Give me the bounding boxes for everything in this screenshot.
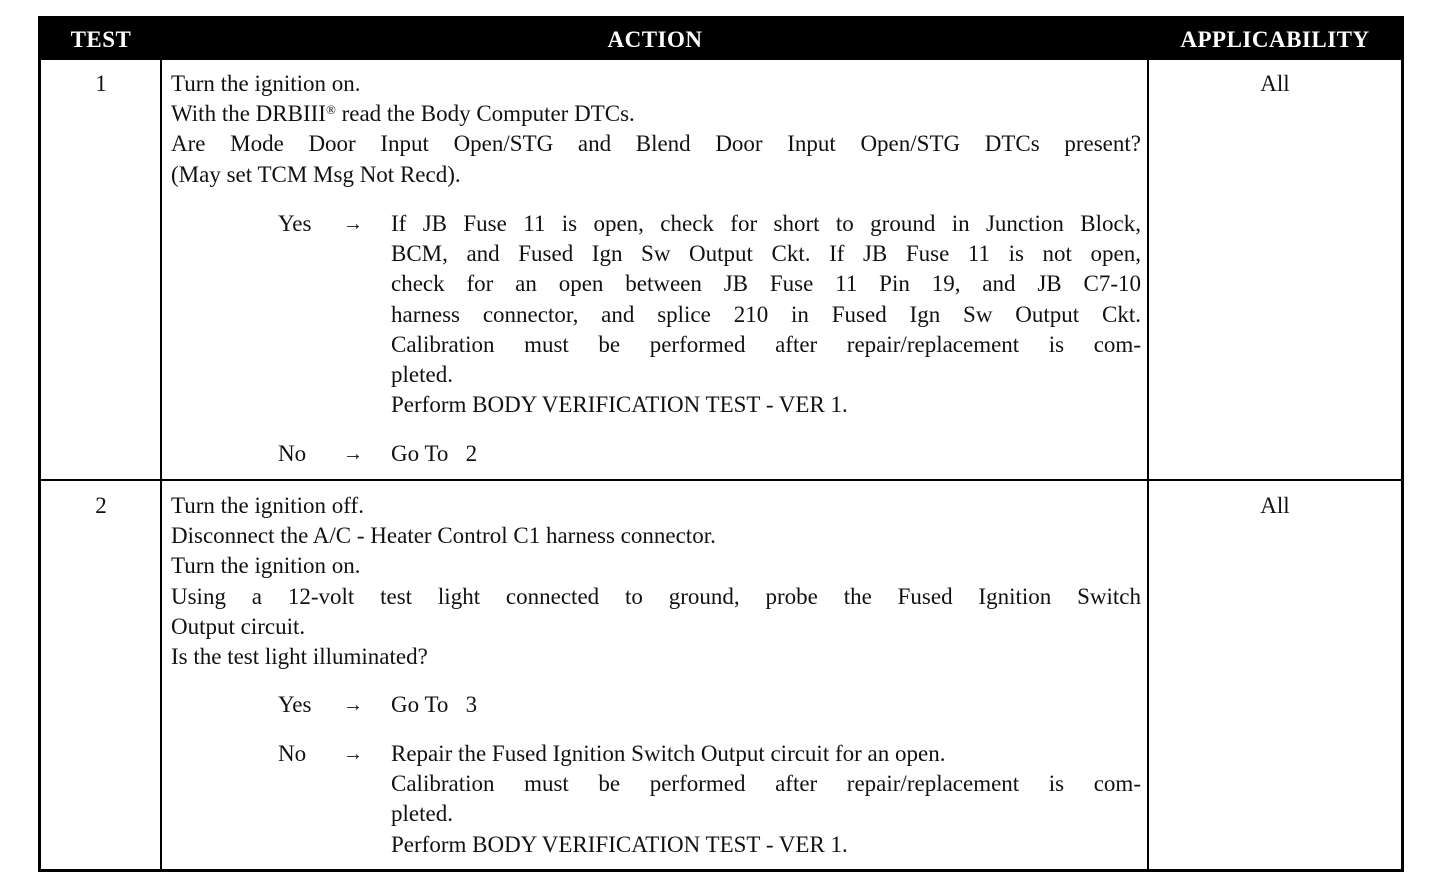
instruction-line: Calibration must be performed after repair/replacement is com- — [391, 331, 1141, 357]
step-line: With the DRBIII® read the Body Computer DTCs. — [171, 101, 635, 127]
no-label: No — [278, 741, 307, 766]
diagnostic-test-table — [38, 16, 1404, 872]
instruction-line: Go To 2 — [391, 441, 478, 466]
step-line: Turn the ignition on. — [171, 553, 361, 579]
instruction-line: harness connector, and splice 210 in Fused Ign Sw Output Ckt. — [391, 301, 1141, 327]
step-line: Disconnect the A/C - Heater Control C1 harness connector. — [171, 523, 716, 549]
instruction-line: Perform BODY VERIFICATION TEST - VER 1. — [391, 392, 848, 418]
header-test: TEST — [70, 27, 132, 52]
no-label: No — [278, 441, 307, 466]
column-divider-test — [160, 60, 162, 869]
applicability-2: All — [1260, 493, 1290, 518]
test-number-2: 2 — [95, 493, 107, 518]
test-number-1: 1 — [95, 71, 107, 96]
instruction-line: check for an open between JB Fuse 11 Pin 19, and JB C7-10 — [391, 271, 1141, 297]
yes-label: Yes — [278, 211, 312, 236]
header-applicability: APPLICABILITY — [1180, 27, 1370, 52]
registered-mark: ® — [325, 102, 336, 118]
instruction-line: Perform BODY VERIFICATION TEST - VER 1. — [391, 831, 848, 857]
instruction-line: If JB Fuse 11 is open, check for short to ground in Junction Block, — [391, 211, 1141, 236]
header-action: ACTION — [607, 27, 703, 52]
test-1-steps — [171, 69, 1141, 190]
step-line: Turn the ignition on. — [171, 71, 361, 96]
instruction-line: Calibration must be performed after repair/replacement is com- — [391, 771, 1141, 797]
instruction-line: Repair the Fused Ignition Switch Output circuit for an open. — [391, 741, 946, 766]
instruction-line: BCM, and Fused Ign Sw Output Ckt. If JB Fuse 11 is not open, — [391, 241, 1141, 267]
step-line: Are Mode Door Input Open/STG and Blend Door Input Open/STG DTCs present? — [171, 131, 1141, 157]
yes-label: Yes — [278, 692, 312, 717]
applicability-1: All — [1260, 71, 1290, 96]
step-line: Is the test light illuminated? — [171, 644, 428, 670]
column-divider-action — [1147, 60, 1149, 869]
no-instructions — [391, 739, 1141, 860]
yes-instructions — [391, 209, 1141, 420]
step-line: Output circuit. — [171, 613, 306, 639]
arrow-right-icon: → — [343, 213, 363, 235]
yes-instructions — [391, 690, 1141, 720]
test-2-steps — [171, 491, 1141, 672]
step-line: (May set TCM Msg Not Recd). — [171, 161, 461, 187]
arrow-right-icon: → — [343, 743, 363, 765]
step-line: Using a 12-volt test light connected to ground, probe the Fused Ignition Switch — [171, 583, 1141, 609]
instruction-line: pleted. — [391, 801, 453, 827]
instruction-line: Go To 3 — [391, 692, 478, 717]
table-header-row — [41, 19, 1401, 60]
no-instructions — [391, 439, 1141, 469]
row-divider — [41, 479, 1401, 481]
arrow-right-icon: → — [343, 443, 363, 465]
arrow-right-icon: → — [343, 694, 363, 716]
step-line: Turn the ignition off. — [171, 493, 364, 518]
instruction-line: pleted. — [391, 362, 453, 388]
